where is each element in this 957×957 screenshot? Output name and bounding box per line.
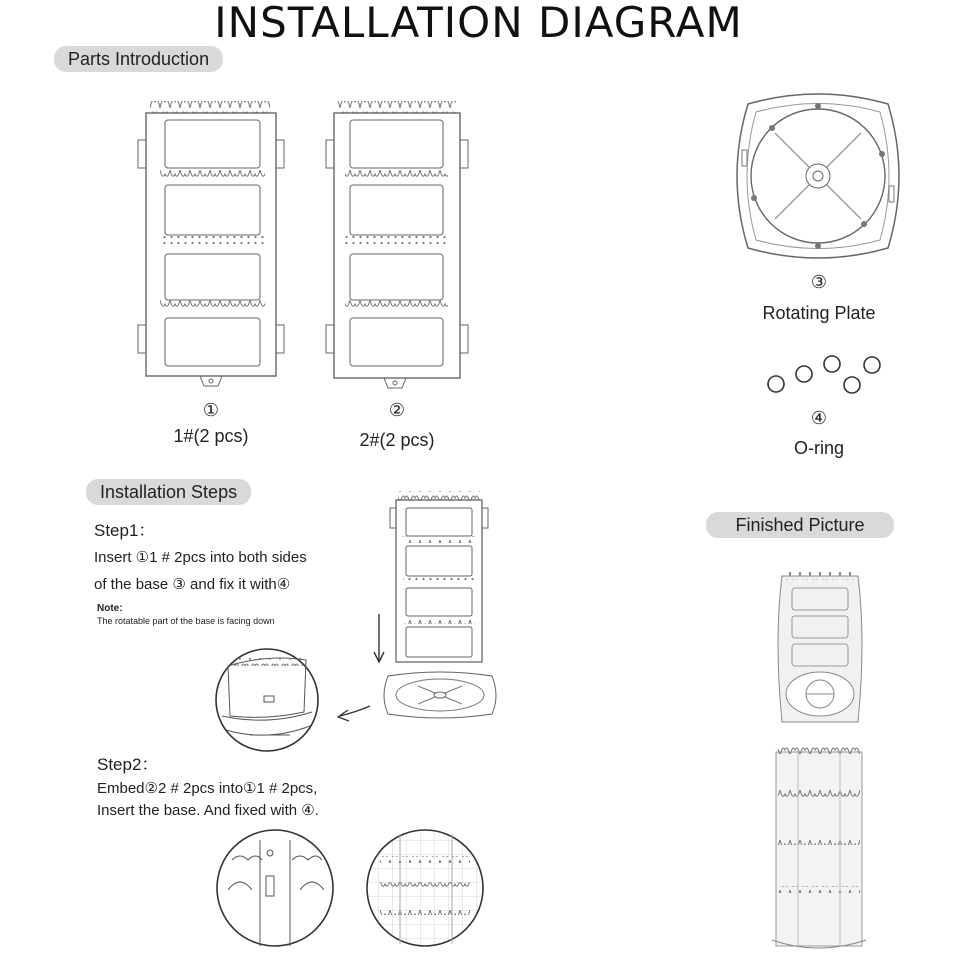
step1-line2: of the base ③ and fix it with④ xyxy=(94,576,291,593)
panel-2-drawing xyxy=(326,101,468,388)
step2-line1: Embed②2 # 2pcs into①1 # 2pcs, xyxy=(97,780,318,797)
panel-1-drawing xyxy=(138,101,284,386)
part-2-label: 2#(2 pcs) xyxy=(359,430,435,450)
part-3-label: Rotating Plate xyxy=(762,303,876,323)
part-4-number: ④ xyxy=(810,408,828,428)
part-4-label: O-ring xyxy=(793,438,844,458)
step2-line2: Insert the base. And fixed with ④. xyxy=(97,802,319,819)
step1-heading: Step1： xyxy=(94,521,156,540)
part-2-number: ② xyxy=(388,400,406,420)
part-1-label: 1#(2 pcs) xyxy=(173,426,249,446)
o-rings-drawing xyxy=(768,356,880,393)
page-title: INSTALLATION DIAGRAM xyxy=(214,0,743,47)
step2-detail-drawings xyxy=(217,830,483,946)
section-finished-picture: Finished Picture xyxy=(706,512,894,538)
section-installation-steps: Installation Steps xyxy=(86,479,251,505)
rotating-plate-drawing xyxy=(737,94,899,258)
step1-note-label: Note: xyxy=(97,603,123,614)
step1-line1: Insert ①1 # 2pcs into both sides xyxy=(94,549,307,566)
finished-picture-drawings xyxy=(772,572,866,948)
section-parts-introduction: Parts Introduction xyxy=(54,46,223,72)
part-3-number: ③ xyxy=(810,272,828,292)
part-1-number: ① xyxy=(202,400,220,420)
step1-note-text: The rotatable part of the base is facing down xyxy=(97,616,275,626)
step2-heading: Step2： xyxy=(97,755,159,774)
